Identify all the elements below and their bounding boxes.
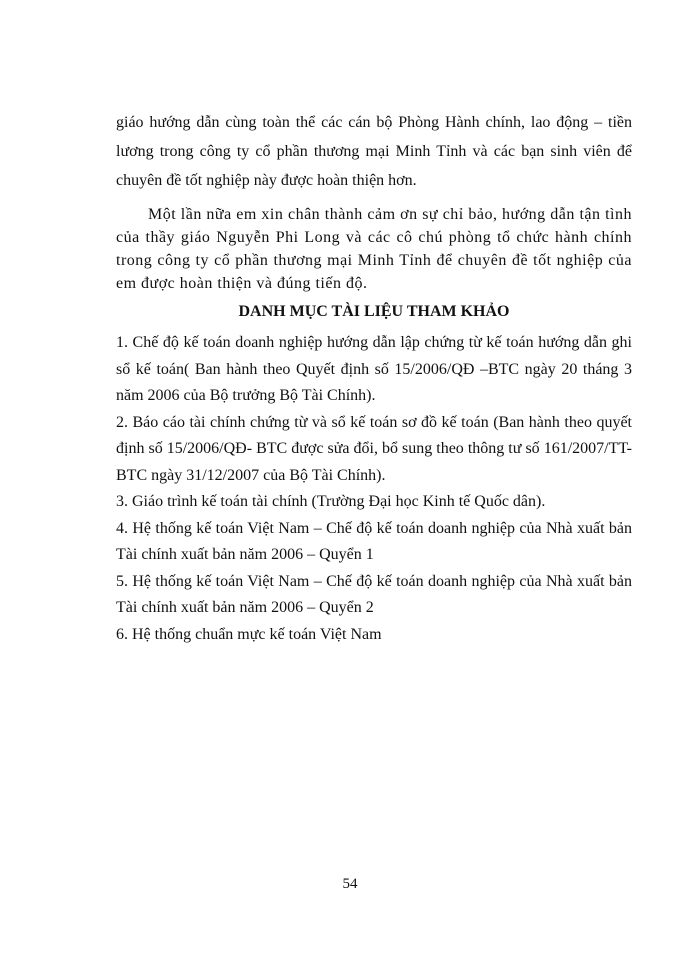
- page-number: 54: [342, 876, 358, 892]
- reference-item-1: 1. Chế độ kế toán doanh nghiệp hướng dẫn lập chứng từ kế toán hướng dẫn ghi sổ kế toán( Ban hành theo Quyết định số 15/2006/QĐ –BTC ngày 20 tháng 3 năm 2006 của Bộ trưởng Bộ Tài Chính).: [116, 334, 632, 404]
- intro-paragraph: giáo hướng dẫn cùng toàn thể các cán bộ Phòng Hành chính, lao động – tiền lương trong công ty cổ phần thương mại Minh Tỉnh và các bạn sinh viên để chuyên đề tốt nghiệp này được hoàn thiện hơn.: [116, 114, 632, 189]
- thanks-paragraph: Một lần nữa em xin chân thành cảm ơn sự chỉ bảo, hướng dẫn tận tình của thầy giáo Nguyễn Phi Long và các cô chú phòng tổ chức hành chính trong công ty cổ phần thương mại Minh Tỉnh để chuyên đề tốt nghiệp của em được hoàn thiện và đúng tiến độ.: [116, 206, 632, 292]
- reference-item-2: 2. Báo cáo tài chính chứng từ và sổ kế toán sơ đồ kế toán (Ban hành theo quyết định số 15/2006/QĐ- BTC được sửa đổi, bổ sung theo thông tư số 161/2007/TT- BTC ngày 31/12/2007 của Bộ Tài Chính).: [116, 413, 632, 484]
- reference-item-4: 4. Hệ thống kế toán Việt Nam – Chế độ kế toán doanh nghiệp của Nhà xuất bản Tài chính xuất bản năm 2006 – Quyển 1: [116, 519, 632, 563]
- reference-item-3: 3. Giáo trình kế toán tài chính (Trường Đại học Kinh tế Quốc dân).: [116, 493, 546, 510]
- references-heading: DANH MỤC TÀI LIỆU THAM KHẢO: [238, 303, 510, 320]
- reference-list: [116, 330, 632, 648]
- reference-item-6: 6. Hệ thống chuẩn mực kế toán Việt Nam: [116, 625, 382, 643]
- reference-item-5: 5. Hệ thống kế toán Việt Nam – Chế độ kế toán doanh nghiệp của Nhà xuất bản Tài chính xuất bản năm 2006 – Quyển 2: [116, 572, 632, 616]
